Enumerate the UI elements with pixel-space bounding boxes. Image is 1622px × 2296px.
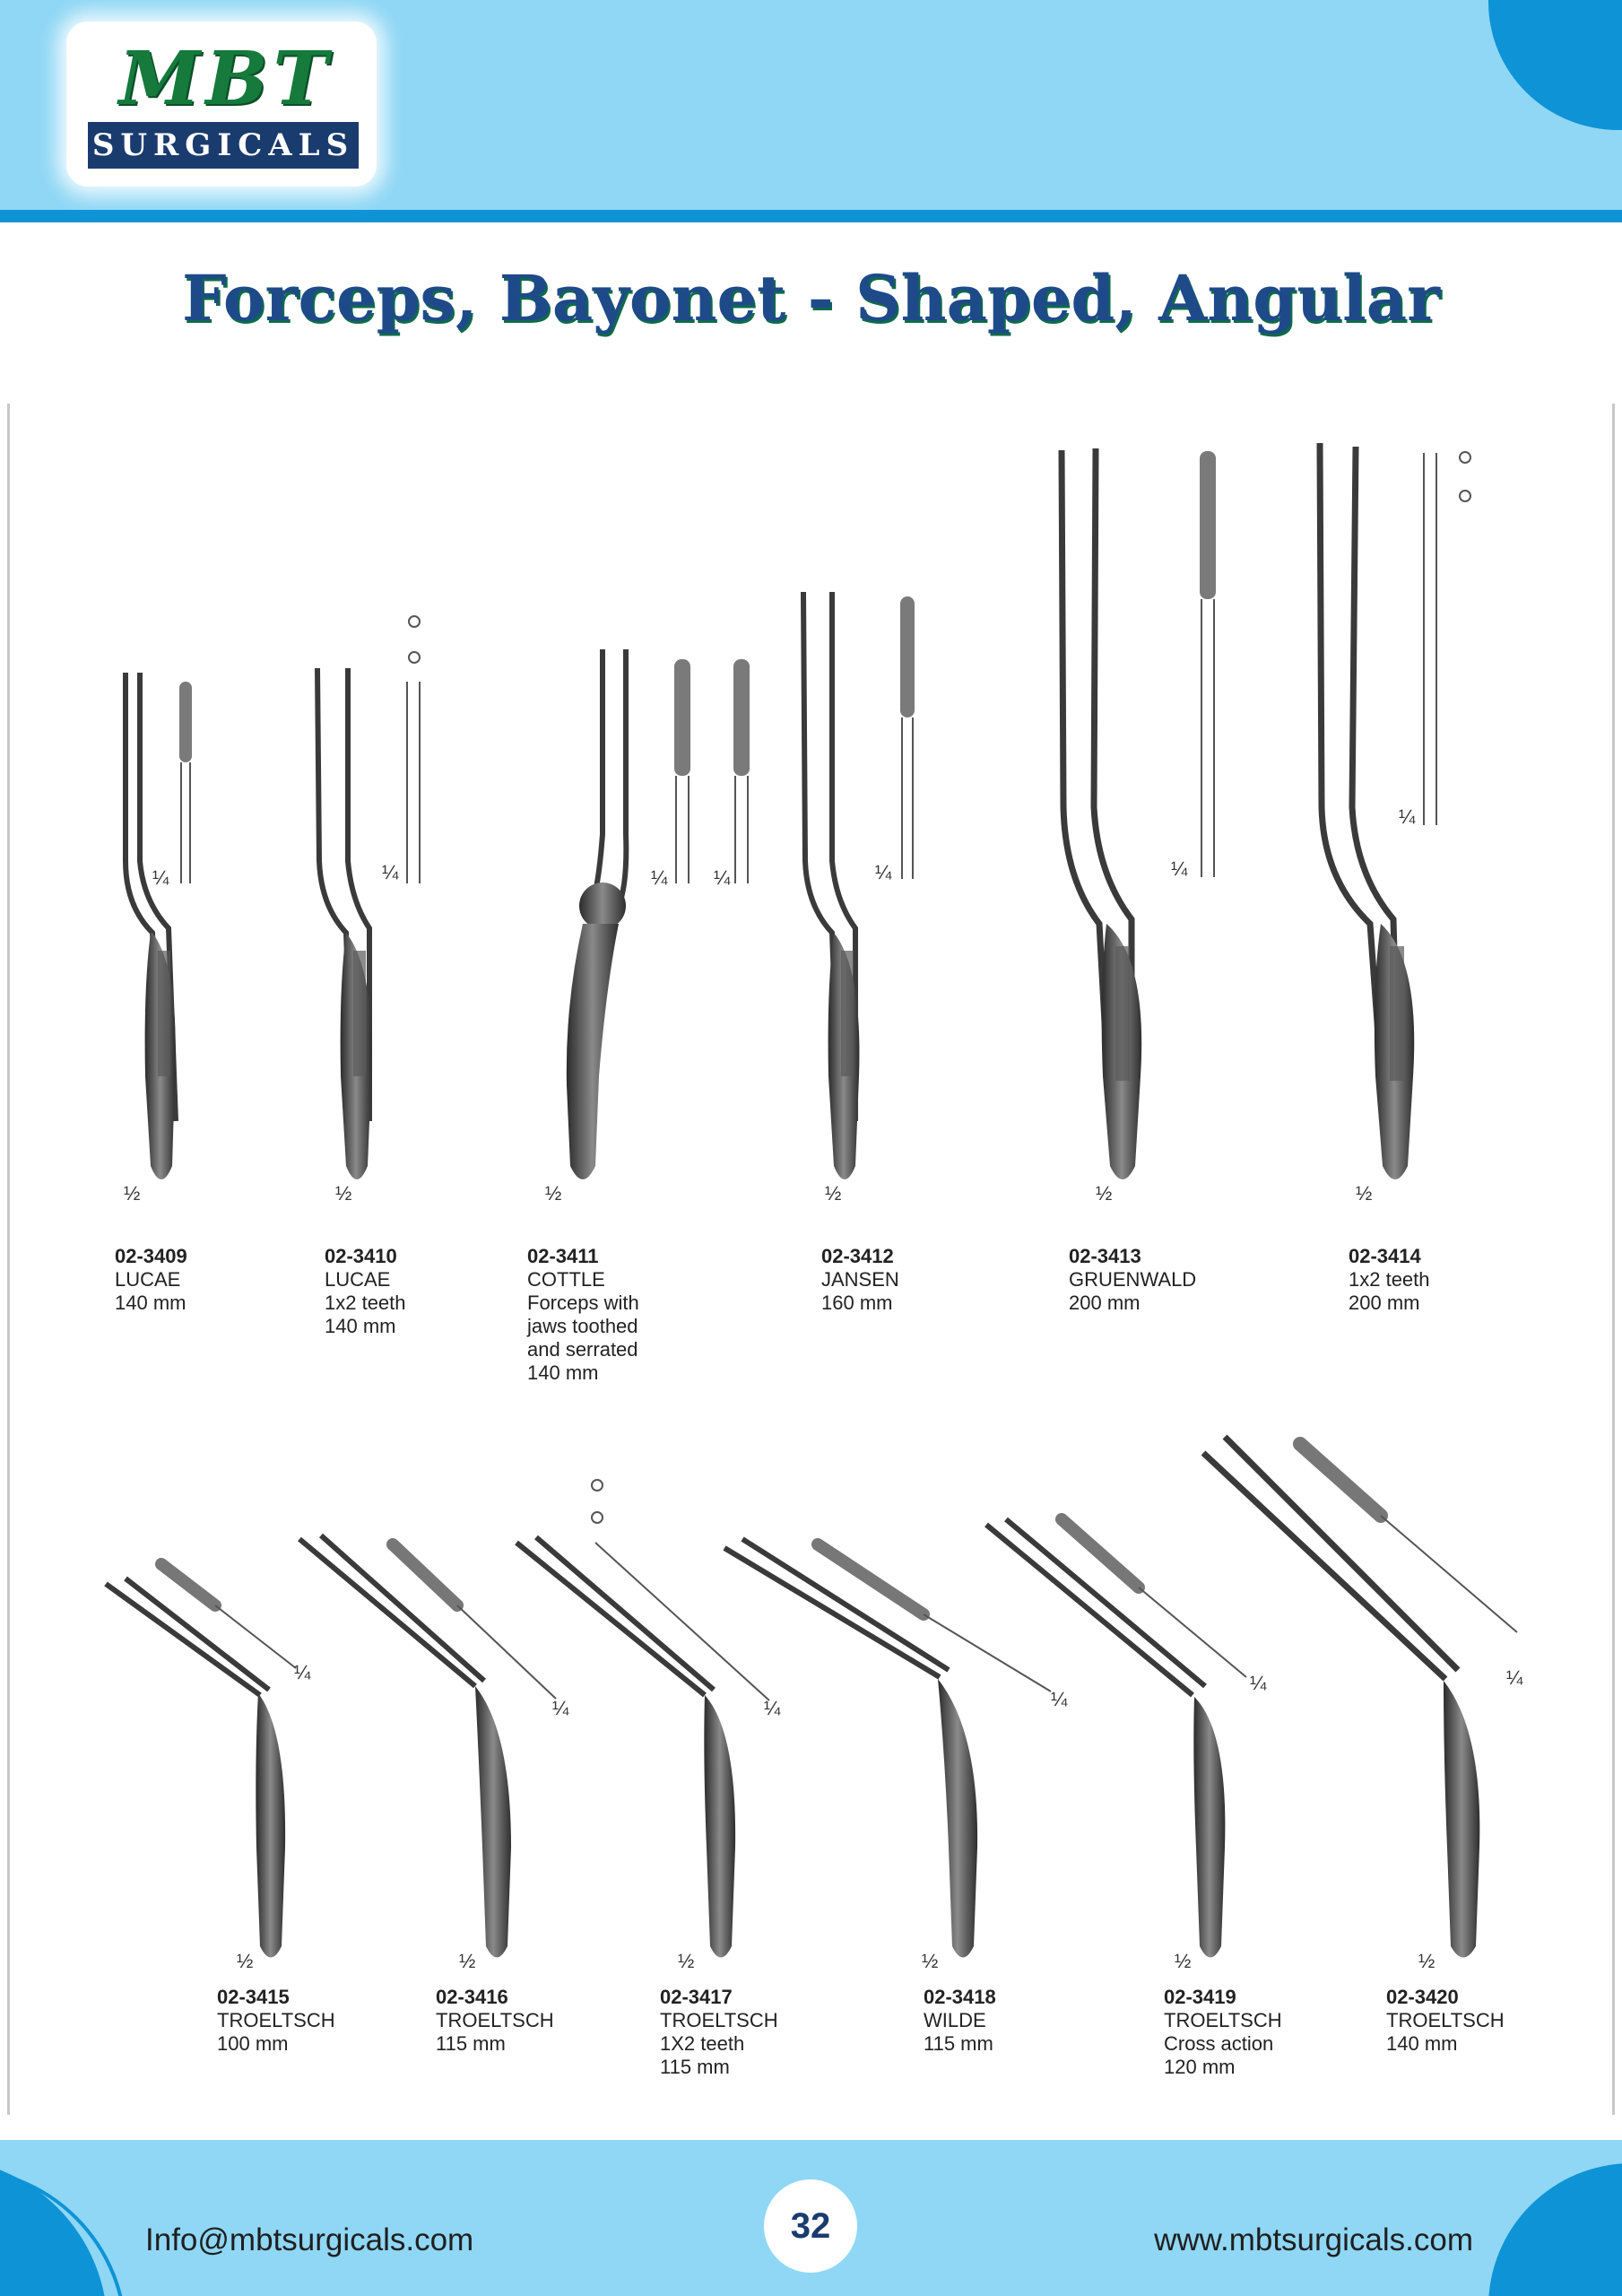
product-name: TROELTSCH: [660, 2009, 778, 2031]
forceps-02-3419-illustration: [986, 1519, 1246, 1958]
forceps-02-3415-illustration: [106, 1564, 296, 1958]
scale-tip-02-3420: ¼: [1506, 1666, 1523, 1689]
mbt-surgicals-logo: [66, 22, 377, 187]
scale-tip-02-3411-a: ¼: [651, 866, 668, 889]
product-size: 140 mm: [115, 1292, 186, 1314]
scale-handle-02-3413: ½: [1096, 1182, 1113, 1205]
scale-handle-02-3417: ½: [678, 1950, 695, 1972]
caption-02-3409: [115, 1245, 187, 1315]
scale-handle-02-3416: ½: [459, 1950, 476, 1972]
product-detail: 1X2 teeth: [660, 2032, 745, 2055]
product-size: 200 mm: [1069, 1292, 1141, 1314]
product-size: 140 mm: [527, 1361, 599, 1384]
caption-02-3417: [660, 1986, 778, 2079]
scale-tip-02-3416: ¼: [552, 1697, 569, 1719]
product-name: LUCAE: [325, 1268, 391, 1291]
scale-tip-02-3413: ¼: [1171, 857, 1188, 880]
row2-illustrations: [0, 1426, 1622, 1964]
product-size: 160 mm: [821, 1292, 893, 1314]
scale-handle-02-3418: ½: [922, 1950, 939, 1972]
product-name: TROELTSCH: [1386, 2009, 1505, 2031]
caption-02-3414: [1349, 1245, 1430, 1315]
scale-handle-02-3410: ½: [335, 1182, 352, 1205]
product-size: 120 mm: [1164, 2056, 1236, 2078]
forceps-02-3414-illustration: [1320, 443, 1470, 1179]
caption-02-3412: [821, 1245, 899, 1315]
product-detail: and serrated: [527, 1338, 638, 1361]
caption-02-3415: [217, 1986, 335, 2056]
scale-handle-02-3412: ½: [825, 1182, 842, 1205]
forceps-02-3413-illustration: [1062, 448, 1216, 1179]
product-name: LUCAE: [115, 1268, 181, 1291]
scale-handle-02-3411: ½: [545, 1182, 562, 1205]
page-title: Forceps, Bayonet - Shaped, Angular: [182, 261, 1440, 335]
scale-tip-02-3412: ¼: [875, 861, 892, 883]
scale-tip-02-3417: ¼: [764, 1697, 781, 1719]
scale-handle-02-3414: ½: [1356, 1182, 1373, 1205]
page-footer: [0, 2140, 1622, 2296]
header-corner-decoration: [1488, 0, 1622, 130]
logo-mark: MBT: [118, 36, 334, 122]
product-code: 02-3410: [325, 1245, 397, 1267]
product-code: 02-3412: [821, 1245, 894, 1267]
forceps-02-3418-illustration: [724, 1539, 1051, 1958]
scale-handle-02-3409: ½: [124, 1182, 141, 1205]
product-name: JANSEN: [821, 1268, 899, 1291]
product-detail: Forceps with: [527, 1292, 639, 1314]
product-name: TROELTSCH: [436, 2009, 554, 2031]
product-size: 100 mm: [217, 2032, 289, 2055]
forceps-02-3410-illustration: [317, 616, 420, 1179]
product-name: TROELTSCH: [1164, 2009, 1282, 2031]
caption-02-3418: [924, 1986, 996, 2056]
caption-02-3413: [1069, 1245, 1196, 1315]
forceps-02-3420-illustration: [1203, 1437, 1517, 1958]
product-code: 02-3415: [217, 1986, 290, 2008]
row1-illustrations: [0, 430, 1622, 1211]
product-code: 02-3416: [436, 1986, 508, 2008]
footer-website-link[interactable]: www.mbtsurgicals.com: [1154, 2222, 1473, 2257]
product-detail: Cross action: [1164, 2032, 1274, 2055]
page-number-badge: 32: [764, 2179, 857, 2273]
scale-handle-02-3419: ½: [1175, 1950, 1192, 1972]
product-detail: jaws toothed: [527, 1315, 638, 1337]
product-code: 02-3419: [1164, 1986, 1236, 2008]
product-size: 200 mm: [1349, 1292, 1420, 1314]
product-size: 115 mm: [924, 2032, 993, 2055]
forceps-02-3409-illustration: [126, 673, 192, 1179]
product-size: 140 mm: [325, 1315, 396, 1337]
product-code: 02-3418: [924, 1986, 996, 2008]
product-size: 115 mm: [436, 2032, 506, 2055]
product-size: 140 mm: [1386, 2032, 1458, 2055]
forceps-02-3411-illustration: [567, 649, 750, 1179]
footer-email-link[interactable]: Info@mbtsurgicals.com: [145, 2222, 474, 2257]
caption-02-3420: [1386, 1986, 1505, 2056]
caption-02-3416: [436, 1986, 554, 2056]
scale-tip-02-3414: ¼: [1399, 805, 1416, 828]
caption-02-3410: [325, 1245, 406, 1338]
product-code: 02-3413: [1069, 1245, 1141, 1267]
product-code: 02-3417: [660, 1986, 733, 2008]
scale-tip-02-3410: ¼: [382, 861, 399, 883]
product-code: 02-3409: [115, 1245, 187, 1267]
scale-handle-02-3415: ½: [237, 1950, 254, 1972]
caption-02-3419: [1164, 1986, 1282, 2079]
scale-tip-02-3418: ¼: [1051, 1688, 1068, 1710]
scale-tip-02-3419: ¼: [1250, 1672, 1267, 1694]
product-code: 02-3411: [527, 1245, 599, 1267]
header-divider-bar: [0, 210, 1622, 222]
scale-tip-02-3415: ¼: [294, 1661, 311, 1683]
logo-band: SURGICALS: [88, 122, 359, 169]
scale-handle-02-3420: ½: [1418, 1950, 1436, 1972]
product-code: 02-3420: [1386, 1986, 1459, 2008]
product-name: TROELTSCH: [217, 2009, 335, 2031]
scale-tip-02-3409: ¼: [152, 866, 169, 889]
product-size: 115 mm: [660, 2056, 730, 2078]
product-name: WILDE: [924, 2009, 986, 2031]
product-code: 02-3414: [1349, 1245, 1421, 1267]
scale-tip-02-3411-b: ¼: [714, 866, 731, 889]
forceps-02-3416-illustration: [299, 1535, 556, 1958]
page-header: [0, 0, 1622, 210]
product-name: GRUENWALD: [1069, 1268, 1197, 1291]
product-name: COTTLE: [527, 1268, 605, 1291]
product-detail: 1x2 teeth: [1349, 1268, 1430, 1291]
footer-corner-decoration-right: [1488, 2163, 1622, 2296]
product-detail: 1x2 teeth: [325, 1292, 406, 1314]
footer-ring-decoration: [0, 2167, 127, 2296]
forceps-02-3412-illustration: [803, 592, 915, 1179]
caption-02-3411: [527, 1245, 639, 1385]
